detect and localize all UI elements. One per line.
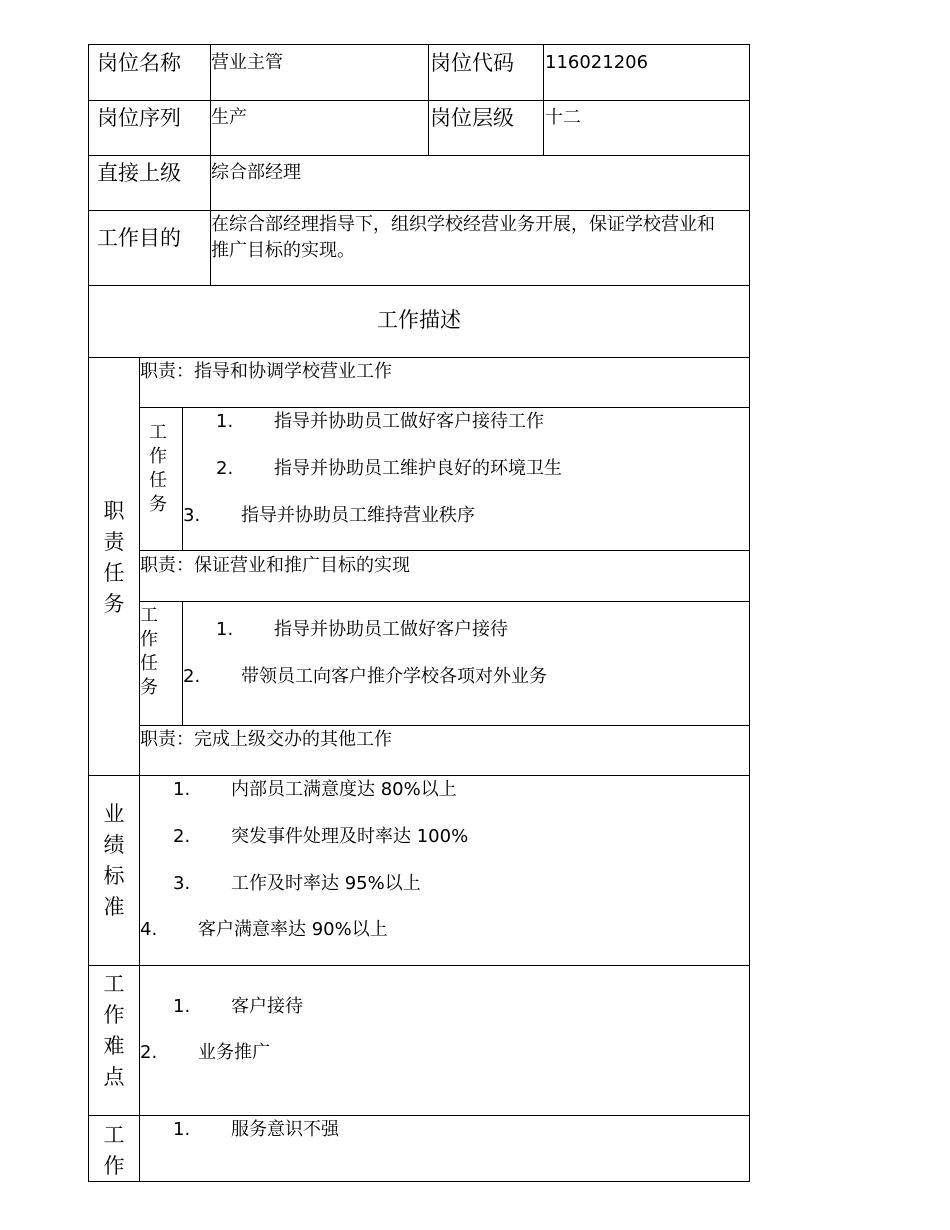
duty-3-title: 职责：完成上级交办的其他工作 bbox=[140, 729, 392, 750]
section-title: 工作描述 bbox=[377, 308, 461, 332]
post-series-label: 岗位序列 bbox=[97, 106, 181, 130]
performance-4-num: 4. bbox=[140, 919, 158, 940]
divider bbox=[182, 601, 183, 725]
duty-1-task-2-num: 2. bbox=[216, 458, 234, 479]
performance-3-num: 3. bbox=[173, 873, 191, 894]
divider bbox=[88, 1115, 750, 1116]
last-section-side-label: 工作 bbox=[103, 1123, 125, 1178]
duty-1-task-3-text: 指导并协助员工维持营业秩序 bbox=[241, 505, 475, 526]
performance-side-label: 业绩标准 bbox=[103, 802, 125, 919]
duty-2-task-label: 工作任务 bbox=[140, 605, 158, 698]
performance-1-num: 1. bbox=[173, 779, 191, 800]
post-code-value: 116021206 bbox=[545, 52, 649, 73]
duty-2-task-1-text: 指导并协助员工做好客户接待 bbox=[274, 619, 508, 640]
divider bbox=[88, 285, 750, 286]
post-level-label: 岗位层级 bbox=[430, 106, 514, 130]
performance-4-text: 客户满意率达 90%以上 bbox=[198, 919, 388, 940]
last-item-1-num: 1. bbox=[173, 1119, 191, 1140]
post-name-value: 营业主管 bbox=[211, 52, 283, 73]
divider bbox=[428, 44, 429, 155]
duty-1-task-1-text: 指导并协助员工做好客户接待工作 bbox=[274, 411, 544, 432]
last-item-1-text: 服务意识不强 bbox=[231, 1119, 339, 1140]
divider bbox=[139, 550, 750, 551]
divider bbox=[88, 155, 750, 156]
duties-side-label: 职责任务 bbox=[103, 499, 125, 616]
performance-1-text: 内部员工满意度达 80%以上 bbox=[231, 779, 457, 800]
divider bbox=[88, 775, 750, 776]
duty-1-task-3-num: 3. bbox=[183, 505, 201, 526]
duty-2-task-2-text: 带领员工向客户推介学校各项对外业务 bbox=[241, 666, 547, 687]
performance-3-text: 工作及时率达 95%以上 bbox=[231, 873, 421, 894]
divider bbox=[88, 210, 750, 211]
divider bbox=[139, 725, 750, 726]
duty-2-title: 职责：保证营业和推广目标的实现 bbox=[140, 555, 410, 576]
difficulty-2-text: 业务推广 bbox=[198, 1042, 270, 1063]
difficulties-side-label: 工作难点 bbox=[103, 972, 125, 1089]
performance-2-text: 突发事件处理及时率达 100% bbox=[231, 826, 469, 847]
divider bbox=[88, 965, 750, 966]
divider bbox=[139, 601, 750, 602]
post-code-label: 岗位代码 bbox=[430, 51, 514, 75]
divider bbox=[139, 407, 750, 408]
divider bbox=[88, 100, 750, 101]
duty-1-title: 职责：指导和协调学校营业工作 bbox=[140, 361, 392, 382]
superior-value: 综合部经理 bbox=[211, 162, 301, 183]
divider bbox=[182, 407, 183, 550]
difficulty-1-text: 客户接待 bbox=[231, 996, 303, 1017]
post-series-value: 生产 bbox=[211, 107, 247, 128]
purpose-line-2: 推广目标的实现。 bbox=[211, 240, 355, 261]
purpose-label: 工作目的 bbox=[97, 226, 181, 250]
post-name-label: 岗位名称 bbox=[97, 51, 181, 75]
duty-1-task-label: 工作任务 bbox=[149, 422, 167, 515]
divider bbox=[88, 357, 750, 358]
duty-2-task-2-num: 2. bbox=[183, 666, 201, 687]
duty-2-task-1-num: 1. bbox=[216, 619, 234, 640]
performance-2-num: 2. bbox=[173, 826, 191, 847]
purpose-line-1: 在综合部经理指导下，组织学校经营业务开展，保证学校营业和 bbox=[211, 214, 715, 235]
divider bbox=[543, 44, 544, 155]
post-level-value: 十二 bbox=[545, 107, 581, 128]
difficulty-2-num: 2. bbox=[140, 1042, 158, 1063]
duty-1-task-1-num: 1. bbox=[216, 411, 234, 432]
duty-1-task-2-text: 指导并协助员工维护良好的环境卫生 bbox=[274, 458, 562, 479]
superior-label: 直接上级 bbox=[97, 161, 181, 185]
difficulty-1-num: 1. bbox=[173, 996, 191, 1017]
